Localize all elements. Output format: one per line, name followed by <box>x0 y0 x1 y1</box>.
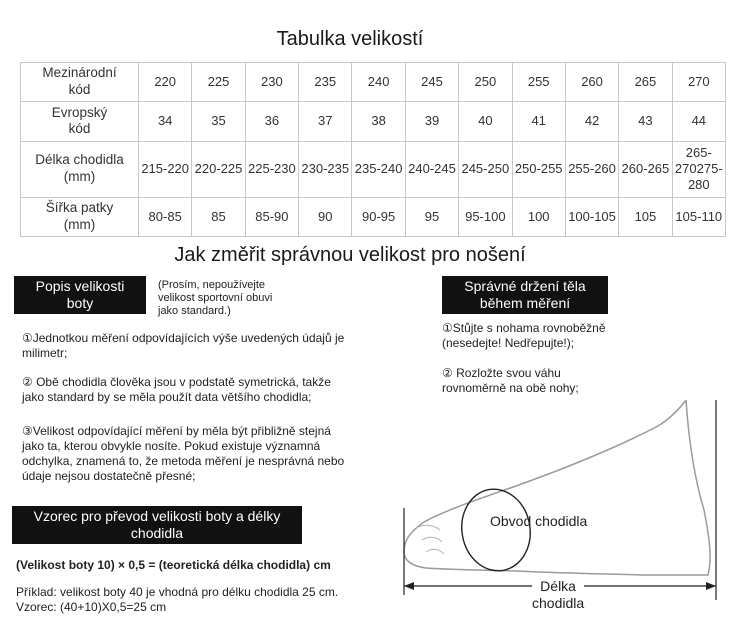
size-table <box>20 62 726 237</box>
table-cell: 260 <box>565 63 618 102</box>
table-row-international <box>21 63 726 102</box>
table-cell: 235-240 <box>352 141 405 197</box>
row-header: Šířka patky (mm) <box>21 197 139 236</box>
table-cell: 105-110 <box>672 197 725 236</box>
table-cell: 225 <box>192 63 245 102</box>
posture-heading: Správné držení těla během měření <box>442 276 608 314</box>
table-cell: 85 <box>192 197 245 236</box>
size-point-1: ①Jednotkou měření odpovídajících výše uvedených údajů je milimetr; <box>22 331 345 360</box>
table-cell: 220-225 <box>192 141 245 197</box>
table-cell: 34 <box>139 102 192 141</box>
formula-heading: Vzorec pro převod velikosti boty a délky chodidla <box>12 506 302 544</box>
page-title: Tabulka velikostí <box>276 28 424 50</box>
length-label: Délka chodidla <box>532 578 585 611</box>
section-title: Jak změřit správnou velikost pro nošení <box>174 244 526 266</box>
size-point-2: ② Obě chodidla člověka jsou v podstatě symetrická, takže jako standard by se měla použít data většího chodidla; <box>22 375 331 404</box>
table-cell: 230 <box>245 63 298 102</box>
foot-outline <box>404 400 710 575</box>
table-cell: 100 <box>512 197 565 236</box>
table-cell: 90 <box>299 197 352 236</box>
table-cell: 43 <box>619 102 672 141</box>
table-cell: 215-220 <box>139 141 192 197</box>
table-cell: 255-260 <box>565 141 618 197</box>
row-header: Evropský kód <box>21 102 139 141</box>
table-row-heel-width <box>21 197 726 236</box>
size-point-3: ③Velikost odpovídající měření by měla být přibližně stejná jako ta, kterou obvykle nosíte. Pokud existuje významná odchylka, znamená to, že metoda měření je nesprávná nebo údaje nejsou dostatečně přesné; <box>22 424 345 483</box>
table-cell: 38 <box>352 102 405 141</box>
girth-loop <box>455 484 536 577</box>
table-cell: 265 <box>619 63 672 102</box>
length-arrowhead-left <box>404 582 414 590</box>
table-cell: 90-95 <box>352 197 405 236</box>
table-cell: 42 <box>565 102 618 141</box>
table-cell: 95 <box>405 197 458 236</box>
row-header: Mezinárodní kód <box>21 63 139 102</box>
posture-point-2: ② Rozložte svou váhu rovnoměrně na obě nohy; <box>442 366 579 395</box>
posture-point-1: ①Stůjte s nohama rovnoběžně (nesedejte! Nedřepujte!); <box>442 321 606 350</box>
table-cell: 225-230 <box>245 141 298 197</box>
table-row-foot-length <box>21 141 726 197</box>
table-cell: 270 <box>672 63 725 102</box>
toe-lines <box>416 525 444 554</box>
table-cell: 250 <box>459 63 512 102</box>
length-arrowhead-right <box>706 582 716 590</box>
table-cell: 240 <box>352 63 405 102</box>
table-cell: 260-265 <box>619 141 672 197</box>
table-cell: 37 <box>299 102 352 141</box>
table-cell: 105 <box>619 197 672 236</box>
formula-main: (Velikost boty 10) × 0,5 = (teoretická délka chodidla) cm <box>16 558 331 572</box>
row-header: Délka chodidla (mm) <box>21 141 139 197</box>
table-cell: 80-85 <box>139 197 192 236</box>
formula-example: Příklad: velikost boty 40 je vhodná pro délku chodidla 25 cm. Vzorec: (40+10)X0,5=25 cm <box>16 585 339 614</box>
table-cell: 265-270275-280 <box>672 141 725 197</box>
table-cell: 100-105 <box>565 197 618 236</box>
size-description-heading: Popis velikosti boty <box>14 276 146 314</box>
table-cell: 230-235 <box>299 141 352 197</box>
table-row-european <box>21 102 726 141</box>
table-cell: 35 <box>192 102 245 141</box>
size-note: (Prosím, nepoužívejte velikost sportovní obuvi jako standard.) <box>158 279 273 317</box>
table-cell: 36 <box>245 102 298 141</box>
table-cell: 255 <box>512 63 565 102</box>
table-cell: 220 <box>139 63 192 102</box>
table-cell: 44 <box>672 102 725 141</box>
table-cell: 40 <box>459 102 512 141</box>
table-cell: 240-245 <box>405 141 458 197</box>
table-cell: 245-250 <box>459 141 512 197</box>
table-cell: 250-255 <box>512 141 565 197</box>
girth-label: Obvod chodidla <box>490 513 588 529</box>
table-cell: 235 <box>299 63 352 102</box>
table-cell: 85-90 <box>245 197 298 236</box>
table-cell: 39 <box>405 102 458 141</box>
table-cell: 245 <box>405 63 458 102</box>
table-cell: 95-100 <box>459 197 512 236</box>
table-cell: 41 <box>512 102 565 141</box>
